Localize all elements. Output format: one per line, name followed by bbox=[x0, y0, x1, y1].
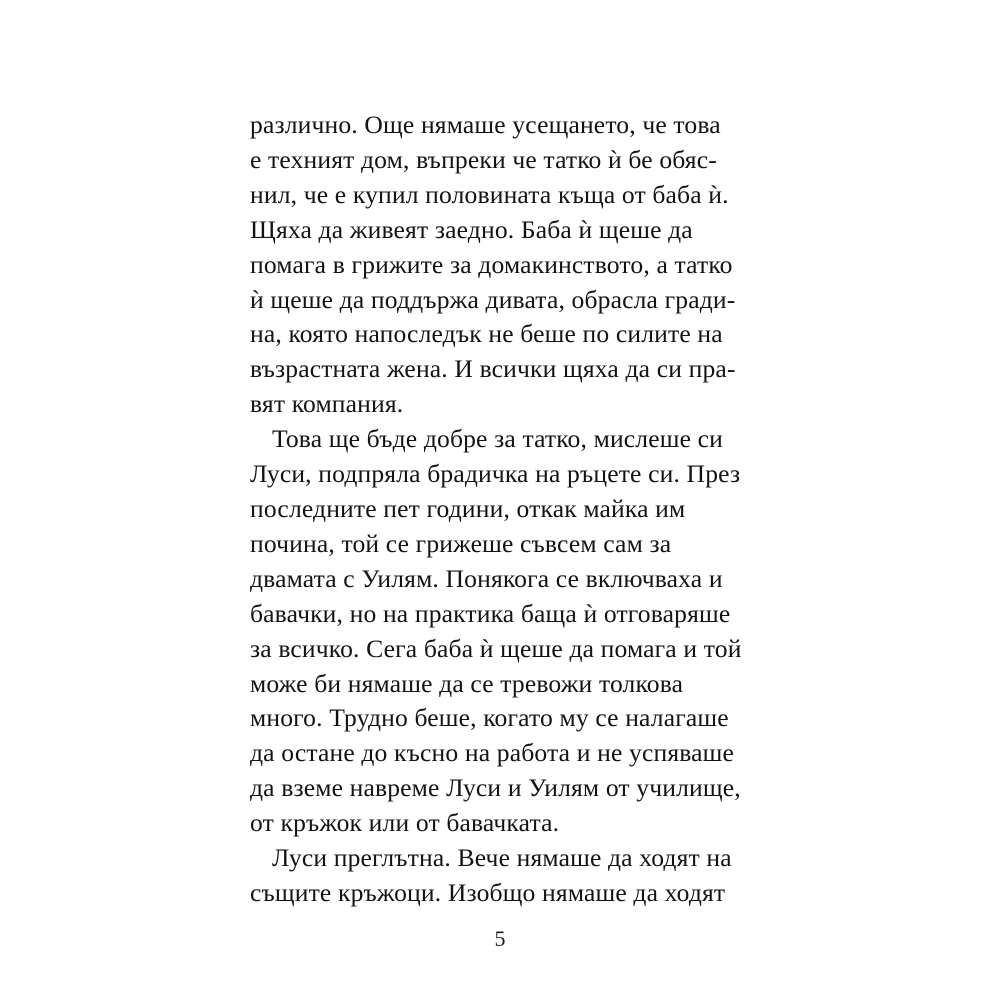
text-line: много. Трудно беше, когато му се налагаше bbox=[250, 703, 729, 733]
text-line: Това ще бъде добре за татко, мислеше си bbox=[272, 424, 724, 454]
text-line: Луси, подпряла брадичка на ръцете си. През bbox=[250, 459, 741, 489]
paragraph-luci-thought bbox=[250, 422, 750, 841]
page-body-text bbox=[250, 108, 750, 911]
text-line: да остане до късно на работа и не успяваше bbox=[250, 738, 735, 768]
text-line: Щяха да живеят заедно. Баба ѝ щеше да bbox=[250, 214, 693, 244]
text-line: различно. Още нямаше усещането, че това bbox=[250, 110, 721, 139]
text-line: нил, че е купил половината къща от баба ѝ. bbox=[250, 179, 729, 209]
text-line: вят компания. bbox=[250, 389, 404, 419]
text-line: същите кръжоци. Изобщо нямаше да ходят bbox=[250, 877, 726, 907]
paragraph-luci-swallowed bbox=[250, 841, 750, 911]
page-number: 5 bbox=[494, 926, 506, 951]
paragraph-continued bbox=[250, 108, 750, 422]
text-line: ѝ щеше да поддържа дивата, обрасла гради- bbox=[250, 284, 736, 314]
text-line: на, която напоследък не беше по силите на bbox=[250, 319, 723, 349]
text-line: помага в грижите за домакинството, а татко bbox=[250, 249, 733, 279]
text-line: да вземе навреме Луси и Уилям от училище, bbox=[250, 773, 741, 803]
text-line: може би нямаше да се тревожи толкова bbox=[250, 668, 684, 698]
text-line: двамата с Уилям. Понякога се включваха и bbox=[250, 563, 723, 593]
text-line: последните пет години, откак майка им bbox=[250, 493, 686, 523]
text-line: бавачки, но на практика баща ѝ отговаряше bbox=[250, 598, 731, 628]
text-line: възрастната жена. И всички щяха да си пра- bbox=[250, 354, 736, 384]
text-line: за всичко. Сега баба ѝ щеше да помага и той bbox=[250, 633, 742, 663]
text-line: е техният дом, въпреки че татко ѝ бе обяс- bbox=[250, 144, 717, 174]
text-line: почина, той се грижеше съвсем сам за bbox=[250, 528, 672, 558]
text-line: от кръжок или от бавачката. bbox=[250, 808, 560, 838]
text-line: Луси преглътна. Вече нямаше да ходят на bbox=[272, 843, 732, 873]
